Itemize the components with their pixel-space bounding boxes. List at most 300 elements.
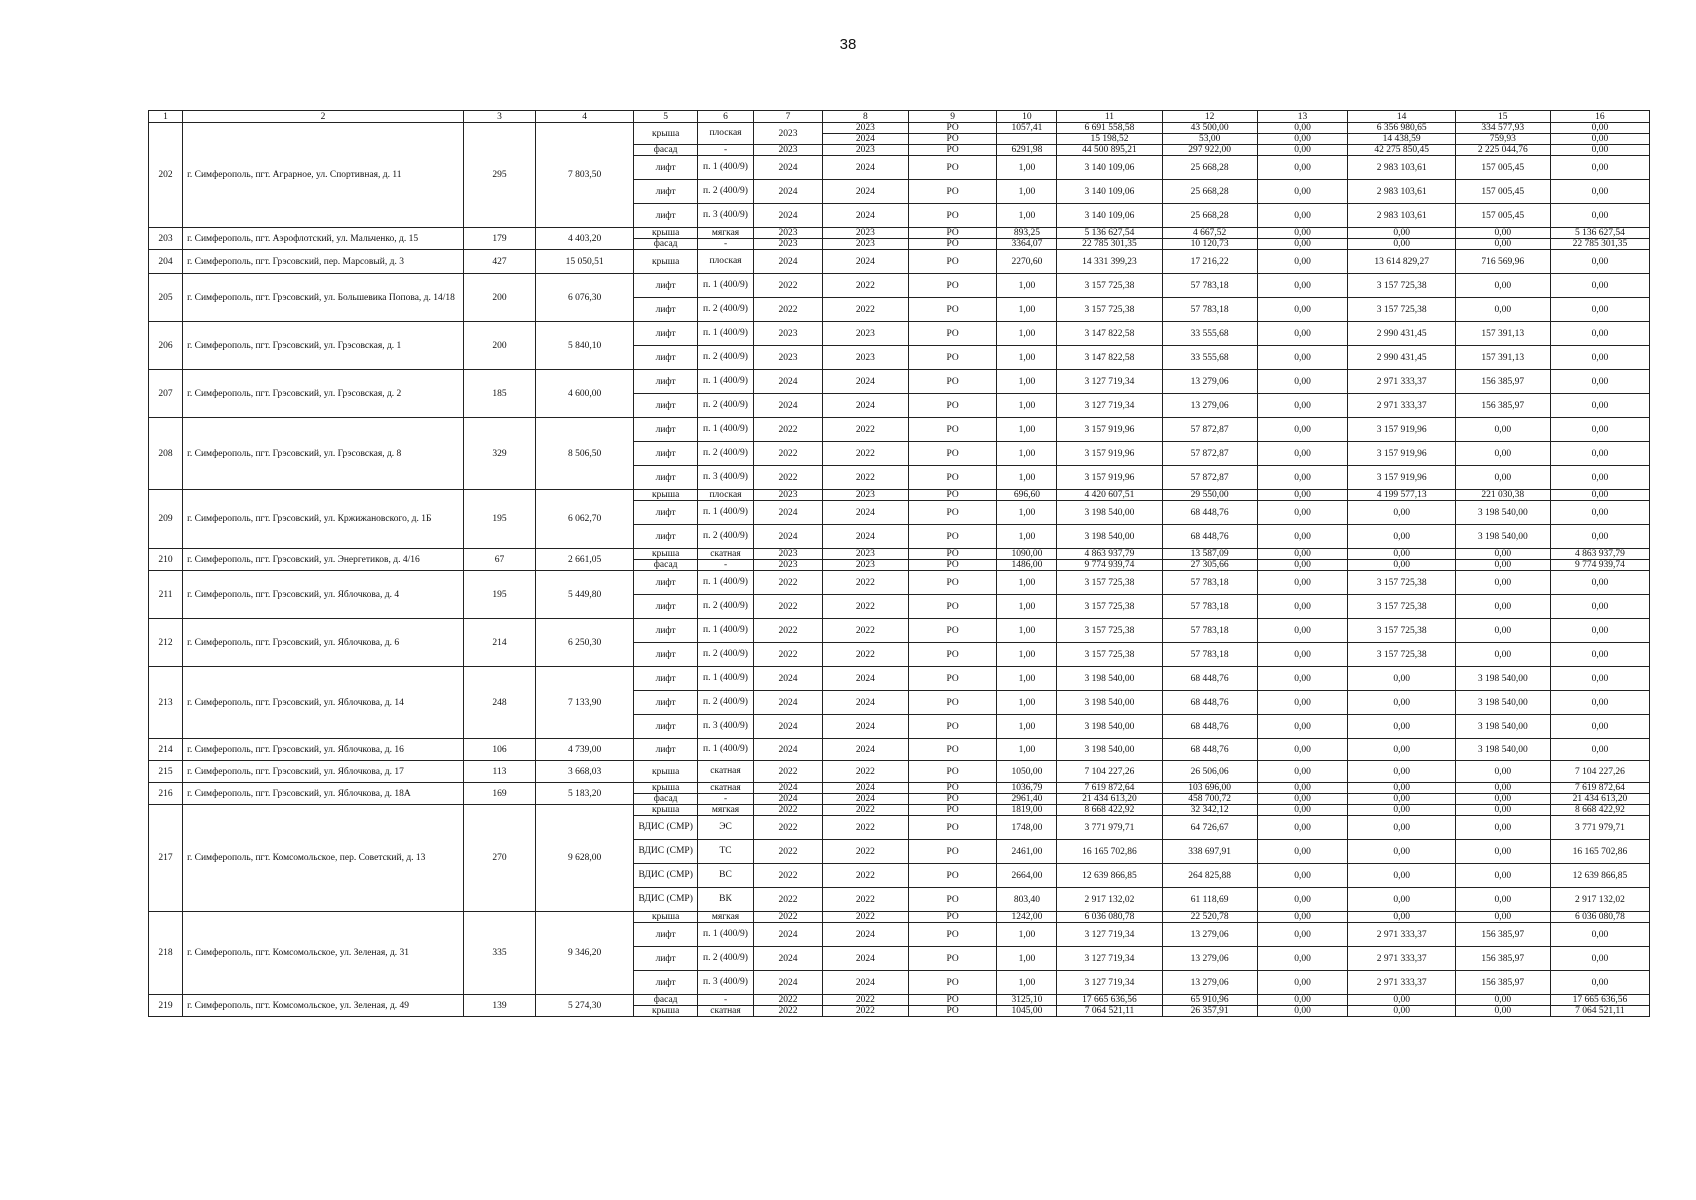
cell-apartments: 195 — [463, 571, 535, 619]
cell-work-type: лифт — [634, 715, 698, 739]
cell-row-number: 213 — [149, 667, 183, 739]
cell-c9: РО — [908, 274, 997, 298]
table-row — [149, 490, 1650, 501]
cell-c10: 1057,41 — [997, 123, 1057, 134]
cell-apartments: 329 — [463, 418, 535, 490]
cell-year-plan: 2023 — [753, 322, 822, 346]
cell-c13: 0,00 — [1257, 346, 1348, 370]
cell-c13: 0,00 — [1257, 923, 1348, 947]
cell-work-type: лифт — [634, 298, 698, 322]
cell-c11: 8 668 422,92 — [1057, 805, 1162, 816]
cell-c13: 0,00 — [1257, 794, 1348, 805]
cell-c15: 3 198 540,00 — [1455, 525, 1550, 549]
cell-c15: 157 005,45 — [1455, 180, 1550, 204]
cell-c16: 21 434 613,20 — [1550, 794, 1649, 805]
cell-c9: РО — [908, 1006, 997, 1017]
cell-c14: 3 157 919,96 — [1348, 442, 1455, 466]
cell-subtype: скатная — [698, 783, 754, 794]
cell-c11: 4 420 607,51 — [1057, 490, 1162, 501]
cell-work-type: лифт — [634, 204, 698, 228]
cell-c12: 57 783,18 — [1162, 298, 1257, 322]
cell-apartments: 185 — [463, 370, 535, 418]
cell-c13: 0,00 — [1257, 239, 1348, 250]
cell-work-type: фасад — [634, 794, 698, 805]
cell-c14: 0,00 — [1348, 1006, 1455, 1017]
cell-c12: 13 279,06 — [1162, 370, 1257, 394]
cell-c10: 1819,00 — [997, 805, 1057, 816]
cell-c16: 2 917 132,02 — [1550, 888, 1649, 912]
cell-c15: 334 577,93 — [1455, 123, 1550, 134]
cell-c8: 2024 — [823, 783, 909, 794]
cell-c16: 0,00 — [1550, 370, 1649, 394]
cell-row-number: 204 — [149, 250, 183, 274]
cell-c8: 2024 — [823, 794, 909, 805]
cell-c10: 1,00 — [997, 571, 1057, 595]
cell-c11: 3 127 719,34 — [1057, 370, 1162, 394]
cell-c12: 68 448,76 — [1162, 667, 1257, 691]
cell-c10: 1,00 — [997, 466, 1057, 490]
cell-subtype: - — [698, 794, 754, 805]
cell-c11: 3 157 725,38 — [1057, 571, 1162, 595]
cell-c9: РО — [908, 667, 997, 691]
cell-year-plan: 2024 — [753, 923, 822, 947]
cell-c14: 3 157 725,38 — [1348, 274, 1455, 298]
cell-address: г. Симферополь, пгт. Комсомольское, ул. Зеленая, д. 49 — [183, 995, 464, 1017]
cell-c13: 0,00 — [1257, 739, 1348, 761]
cell-c14: 0,00 — [1348, 228, 1455, 239]
cell-c10: 1050,00 — [997, 761, 1057, 783]
cell-subtype: п. 1 (400/9) — [698, 571, 754, 595]
cell-c14: 0,00 — [1348, 691, 1455, 715]
cell-c9: РО — [908, 761, 997, 783]
table-row — [149, 667, 1650, 691]
cell-c16: 22 785 301,35 — [1550, 239, 1649, 250]
cell-c14: 3 157 919,96 — [1348, 466, 1455, 490]
cell-c14: 0,00 — [1348, 501, 1455, 525]
cell-c10: 1,00 — [997, 667, 1057, 691]
cell-subtype: плоская — [698, 123, 754, 145]
cell-c10: 3125,10 — [997, 995, 1057, 1006]
cell-c15: 0,00 — [1455, 864, 1550, 888]
cell-subtype: скатная — [698, 1006, 754, 1017]
cell-c8: 2022 — [823, 418, 909, 442]
cell-subtype: п. 2 (400/9) — [698, 595, 754, 619]
cell-year-plan: 2024 — [753, 156, 822, 180]
cell-subtype: п. 1 (400/9) — [698, 619, 754, 643]
cell-c12: 68 448,76 — [1162, 525, 1257, 549]
cell-c12: 25 668,28 — [1162, 156, 1257, 180]
cell-year-plan: 2022 — [753, 619, 822, 643]
cell-c14: 2 971 333,37 — [1348, 971, 1455, 995]
cell-apartments: 248 — [463, 667, 535, 739]
cell-c8: 2024 — [823, 525, 909, 549]
cell-c13: 0,00 — [1257, 888, 1348, 912]
cell-c11: 44 500 895,21 — [1057, 145, 1162, 156]
cell-c13: 0,00 — [1257, 180, 1348, 204]
cell-c9: РО — [908, 180, 997, 204]
cell-c12: 22 520,78 — [1162, 912, 1257, 923]
cell-c12: 57 872,87 — [1162, 442, 1257, 466]
cell-year-plan: 2024 — [753, 501, 822, 525]
table-row — [149, 228, 1650, 239]
cell-c10: 1,00 — [997, 442, 1057, 466]
cell-c11: 3 198 540,00 — [1057, 691, 1162, 715]
cell-work-type: крыша — [634, 549, 698, 560]
cell-area: 4 739,00 — [536, 739, 634, 761]
column-header-13: 13 — [1257, 111, 1348, 123]
cell-work-type: лифт — [634, 394, 698, 418]
cell-c8: 2024 — [823, 923, 909, 947]
cell-c10: 1,00 — [997, 370, 1057, 394]
cell-c15: 3 198 540,00 — [1455, 691, 1550, 715]
cell-c8: 2022 — [823, 442, 909, 466]
cell-year-plan: 2024 — [753, 180, 822, 204]
cell-c12: 29 550,00 — [1162, 490, 1257, 501]
cell-c9: РО — [908, 490, 997, 501]
cell-c8: 2022 — [823, 840, 909, 864]
cell-work-type: лифт — [634, 619, 698, 643]
cell-c8: 2022 — [823, 805, 909, 816]
cell-year-plan: 2024 — [753, 715, 822, 739]
cell-c13: 0,00 — [1257, 805, 1348, 816]
cell-c11: 3 198 540,00 — [1057, 501, 1162, 525]
cell-c8: 2022 — [823, 643, 909, 667]
cell-work-type: ВДИС (СМР) — [634, 816, 698, 840]
cell-c16: 3 771 979,71 — [1550, 816, 1649, 840]
cell-c15: 0,00 — [1455, 816, 1550, 840]
cell-c9: РО — [908, 947, 997, 971]
cell-c14: 3 157 725,38 — [1348, 619, 1455, 643]
cell-c12: 26 506,06 — [1162, 761, 1257, 783]
cell-subtype: п. 1 (400/9) — [698, 156, 754, 180]
cell-c13: 0,00 — [1257, 864, 1348, 888]
cell-work-type: лифт — [634, 442, 698, 466]
cell-subtype: п. 1 (400/9) — [698, 501, 754, 525]
cell-apartments: 295 — [463, 123, 535, 228]
cell-area: 5 840,10 — [536, 322, 634, 370]
cell-c13: 0,00 — [1257, 761, 1348, 783]
cell-c8: 2023 — [823, 560, 909, 571]
cell-c11: 3 198 540,00 — [1057, 715, 1162, 739]
cell-work-type: лифт — [634, 274, 698, 298]
cell-c12: 13 279,06 — [1162, 971, 1257, 995]
cell-c13: 0,00 — [1257, 123, 1348, 134]
cell-c9: РО — [908, 816, 997, 840]
cell-c14: 2 971 333,37 — [1348, 394, 1455, 418]
cell-c8: 2023 — [823, 228, 909, 239]
cell-address: г. Симферополь, пгт. Аэрофлотский, ул. Мальченко, д. 15 — [183, 228, 464, 250]
cell-c15: 0,00 — [1455, 840, 1550, 864]
cell-address: г. Симферополь, пгт. Грэсовский, ул. Энергетиков, д. 4/16 — [183, 549, 464, 571]
cell-c8: 2022 — [823, 466, 909, 490]
cell-c8: 2022 — [823, 595, 909, 619]
cell-c14: 2 983 103,61 — [1348, 204, 1455, 228]
cell-c11: 3 127 719,34 — [1057, 923, 1162, 947]
cell-row-number: 210 — [149, 549, 183, 571]
column-header-14: 14 — [1348, 111, 1455, 123]
cell-c10: 1090,00 — [997, 549, 1057, 560]
cell-c10: 1,00 — [997, 346, 1057, 370]
cell-c9: РО — [908, 134, 997, 145]
cell-c8: 2022 — [823, 912, 909, 923]
cell-work-type: лифт — [634, 971, 698, 995]
cell-apartments: 195 — [463, 490, 535, 549]
cell-c14: 0,00 — [1348, 888, 1455, 912]
cell-c12: 32 342,12 — [1162, 805, 1257, 816]
cell-year-plan: 2024 — [753, 394, 822, 418]
column-header-6: 6 — [698, 111, 754, 123]
cell-c14: 4 199 577,13 — [1348, 490, 1455, 501]
cell-c8: 2022 — [823, 1006, 909, 1017]
cell-c13: 0,00 — [1257, 228, 1348, 239]
column-header-7: 7 — [753, 111, 822, 123]
cell-c13: 0,00 — [1257, 156, 1348, 180]
cell-c12: 297 922,00 — [1162, 145, 1257, 156]
column-header-12: 12 — [1162, 111, 1257, 123]
cell-year-plan: 2022 — [753, 643, 822, 667]
cell-apartments: 113 — [463, 761, 535, 783]
cell-c9: РО — [908, 739, 997, 761]
cell-c12: 68 448,76 — [1162, 501, 1257, 525]
cell-c13: 0,00 — [1257, 134, 1348, 145]
cell-c16: 0,00 — [1550, 971, 1649, 995]
cell-year-plan: 2023 — [753, 560, 822, 571]
cell-c8: 2023 — [823, 123, 909, 134]
cell-work-type: фасад — [634, 239, 698, 250]
cell-c16: 17 665 636,56 — [1550, 995, 1649, 1006]
cell-address: г. Симферополь, пгт. Грэсовский, ул. Грэсовская, д. 8 — [183, 418, 464, 490]
cell-c9: РО — [908, 560, 997, 571]
cell-address: г. Симферополь, пгт. Комсомольское, пер. Советский, д. 13 — [183, 805, 464, 912]
cell-c15: 157 391,13 — [1455, 322, 1550, 346]
cell-c13: 0,00 — [1257, 571, 1348, 595]
cell-c9: РО — [908, 525, 997, 549]
cell-c12: 65 910,96 — [1162, 995, 1257, 1006]
table-row — [149, 370, 1650, 394]
cell-c15: 0,00 — [1455, 442, 1550, 466]
cell-c9: РО — [908, 691, 997, 715]
cell-work-type: фасад — [634, 995, 698, 1006]
cell-c14: 0,00 — [1348, 239, 1455, 250]
cell-c12: 33 555,68 — [1162, 322, 1257, 346]
cell-c15: 3 198 540,00 — [1455, 715, 1550, 739]
cell-apartments: 200 — [463, 274, 535, 322]
cell-c13: 0,00 — [1257, 560, 1348, 571]
cell-row-number: 212 — [149, 619, 183, 667]
cell-address: г. Симферополь, пгт. Комсомольское, ул. Зеленая, д. 31 — [183, 912, 464, 995]
cell-c8: 2024 — [823, 947, 909, 971]
cell-apartments: 200 — [463, 322, 535, 370]
cell-work-type: лифт — [634, 501, 698, 525]
cell-address: г. Симферополь, пгт. Грэсовский, ул. Яблочкова, д. 18А — [183, 783, 464, 805]
cell-c12: 57 783,18 — [1162, 595, 1257, 619]
cell-year-plan: 2022 — [753, 912, 822, 923]
cell-work-type: лифт — [634, 466, 698, 490]
cell-c11: 6 036 080,78 — [1057, 912, 1162, 923]
cell-subtype: - — [698, 145, 754, 156]
cell-c11: 3 157 919,96 — [1057, 466, 1162, 490]
cell-address: г. Симферополь, пгт. Грэсовский, ул. Кржижановского, д. 1Б — [183, 490, 464, 549]
cell-c13: 0,00 — [1257, 525, 1348, 549]
cell-work-type: крыша — [634, 783, 698, 794]
cell-work-type: лифт — [634, 947, 698, 971]
cell-area: 9 628,00 — [536, 805, 634, 912]
column-header-8: 8 — [823, 111, 909, 123]
cell-c9: РО — [908, 571, 997, 595]
cell-c15: 0,00 — [1455, 466, 1550, 490]
cell-year-plan: 2022 — [753, 298, 822, 322]
cell-c16: 6 036 080,78 — [1550, 912, 1649, 923]
cell-c9: РО — [908, 971, 997, 995]
cell-row-number: 216 — [149, 783, 183, 805]
cell-year-plan: 2023 — [753, 346, 822, 370]
cell-c10: 2664,00 — [997, 864, 1057, 888]
cell-subtype: ВС — [698, 864, 754, 888]
cell-area: 4 600,00 — [536, 370, 634, 418]
cell-c12: 13 587,09 — [1162, 549, 1257, 560]
cell-subtype: скатная — [698, 761, 754, 783]
cell-c16: 0,00 — [1550, 180, 1649, 204]
cell-c15: 0,00 — [1455, 761, 1550, 783]
cell-year-plan: 2023 — [753, 145, 822, 156]
cell-c16: 7 104 227,26 — [1550, 761, 1649, 783]
cell-c11: 3 198 540,00 — [1057, 667, 1162, 691]
cell-c9: РО — [908, 322, 997, 346]
cell-work-type: крыша — [634, 1006, 698, 1017]
cell-c9: РО — [908, 783, 997, 794]
cell-c16: 0,00 — [1550, 298, 1649, 322]
cell-c12: 13 279,06 — [1162, 947, 1257, 971]
cell-c8: 2022 — [823, 619, 909, 643]
cell-c11: 3 127 719,34 — [1057, 394, 1162, 418]
cell-c8: 2024 — [823, 370, 909, 394]
cell-c15: 0,00 — [1455, 239, 1550, 250]
cell-c15: 0,00 — [1455, 549, 1550, 560]
cell-apartments: 139 — [463, 995, 535, 1017]
cell-c12: 27 305,66 — [1162, 560, 1257, 571]
cell-c9: РО — [908, 888, 997, 912]
cell-area: 4 403,20 — [536, 228, 634, 250]
cell-c16: 0,00 — [1550, 204, 1649, 228]
column-header-15: 15 — [1455, 111, 1550, 123]
cell-c15: 3 198 540,00 — [1455, 667, 1550, 691]
cell-c16: 0,00 — [1550, 571, 1649, 595]
cell-subtype: п. 2 (400/9) — [698, 394, 754, 418]
cell-c14: 14 438,59 — [1348, 134, 1455, 145]
cell-work-type: ВДИС (СМР) — [634, 840, 698, 864]
cell-area: 8 506,50 — [536, 418, 634, 490]
cell-c15: 0,00 — [1455, 1006, 1550, 1017]
cell-work-type: лифт — [634, 525, 698, 549]
cell-apartments: 335 — [463, 912, 535, 995]
cell-c12: 17 216,22 — [1162, 250, 1257, 274]
cell-work-type: крыша — [634, 912, 698, 923]
cell-c12: 26 357,91 — [1162, 1006, 1257, 1017]
cell-c8: 2023 — [823, 322, 909, 346]
cell-c13: 0,00 — [1257, 418, 1348, 442]
cell-c10: 696,60 — [997, 490, 1057, 501]
cell-c8: 2022 — [823, 816, 909, 840]
cell-year-plan: 2022 — [753, 864, 822, 888]
cell-apartments: 179 — [463, 228, 535, 250]
cell-c10: 1,00 — [997, 204, 1057, 228]
cell-c8: 2022 — [823, 571, 909, 595]
cell-c15: 0,00 — [1455, 418, 1550, 442]
cell-subtype: - — [698, 239, 754, 250]
cell-work-type: лифт — [634, 739, 698, 761]
cell-c14: 0,00 — [1348, 549, 1455, 560]
cell-c8: 2024 — [823, 667, 909, 691]
cell-work-type: лифт — [634, 667, 698, 691]
cell-c9: РО — [908, 840, 997, 864]
cell-c11: 3 127 719,34 — [1057, 947, 1162, 971]
cell-c13: 0,00 — [1257, 442, 1348, 466]
cell-c12: 4 667,52 — [1162, 228, 1257, 239]
cell-c10: 1,00 — [997, 394, 1057, 418]
cell-c16: 0,00 — [1550, 145, 1649, 156]
cell-c15: 0,00 — [1455, 995, 1550, 1006]
cell-c14: 2 990 431,45 — [1348, 346, 1455, 370]
cell-c11: 21 434 613,20 — [1057, 794, 1162, 805]
cell-area: 9 346,20 — [536, 912, 634, 995]
cell-row-number: 215 — [149, 761, 183, 783]
cell-c15: 157 391,13 — [1455, 346, 1550, 370]
cell-work-type: крыша — [634, 490, 698, 501]
cell-c16: 0,00 — [1550, 691, 1649, 715]
cell-c16: 0,00 — [1550, 418, 1649, 442]
cell-c14: 3 157 725,38 — [1348, 595, 1455, 619]
cell-c10: 1,00 — [997, 418, 1057, 442]
cell-c10: 1242,00 — [997, 912, 1057, 923]
column-header-1: 1 — [149, 111, 183, 123]
cell-c15: 716 569,96 — [1455, 250, 1550, 274]
capital-repair-table — [148, 110, 1650, 1017]
cell-c12: 68 448,76 — [1162, 739, 1257, 761]
cell-c10: 1,00 — [997, 274, 1057, 298]
cell-c11: 3 147 822,58 — [1057, 322, 1162, 346]
cell-c11: 3 157 725,38 — [1057, 595, 1162, 619]
cell-year-plan: 2022 — [753, 888, 822, 912]
cell-c10: 803,40 — [997, 888, 1057, 912]
cell-c12: 25 668,28 — [1162, 180, 1257, 204]
cell-year-plan: 2024 — [753, 250, 822, 274]
cell-address: г. Симферополь, пгт. Грэсовский, ул. Яблочкова, д. 4 — [183, 571, 464, 619]
cell-c8: 2024 — [823, 250, 909, 274]
cell-c8: 2022 — [823, 864, 909, 888]
table-row — [149, 619, 1650, 643]
cell-area: 6 250,30 — [536, 619, 634, 667]
cell-c12: 25 668,28 — [1162, 204, 1257, 228]
cell-apartments: 270 — [463, 805, 535, 912]
cell-work-type: лифт — [634, 595, 698, 619]
cell-c11: 3 147 822,58 — [1057, 346, 1162, 370]
cell-year-plan: 2022 — [753, 1006, 822, 1017]
cell-c15: 156 385,97 — [1455, 394, 1550, 418]
cell-c16: 9 774 939,74 — [1550, 560, 1649, 571]
cell-c15: 157 005,45 — [1455, 204, 1550, 228]
cell-work-type: крыша — [634, 805, 698, 816]
table-row — [149, 322, 1650, 346]
column-header-16: 16 — [1550, 111, 1649, 123]
cell-c11: 12 639 866,85 — [1057, 864, 1162, 888]
cell-row-number: 206 — [149, 322, 183, 370]
cell-c14: 0,00 — [1348, 912, 1455, 923]
cell-c8: 2024 — [823, 971, 909, 995]
cell-c10: 1,00 — [997, 971, 1057, 995]
cell-work-type: лифт — [634, 346, 698, 370]
cell-c9: РО — [908, 715, 997, 739]
cell-row-number: 207 — [149, 370, 183, 418]
